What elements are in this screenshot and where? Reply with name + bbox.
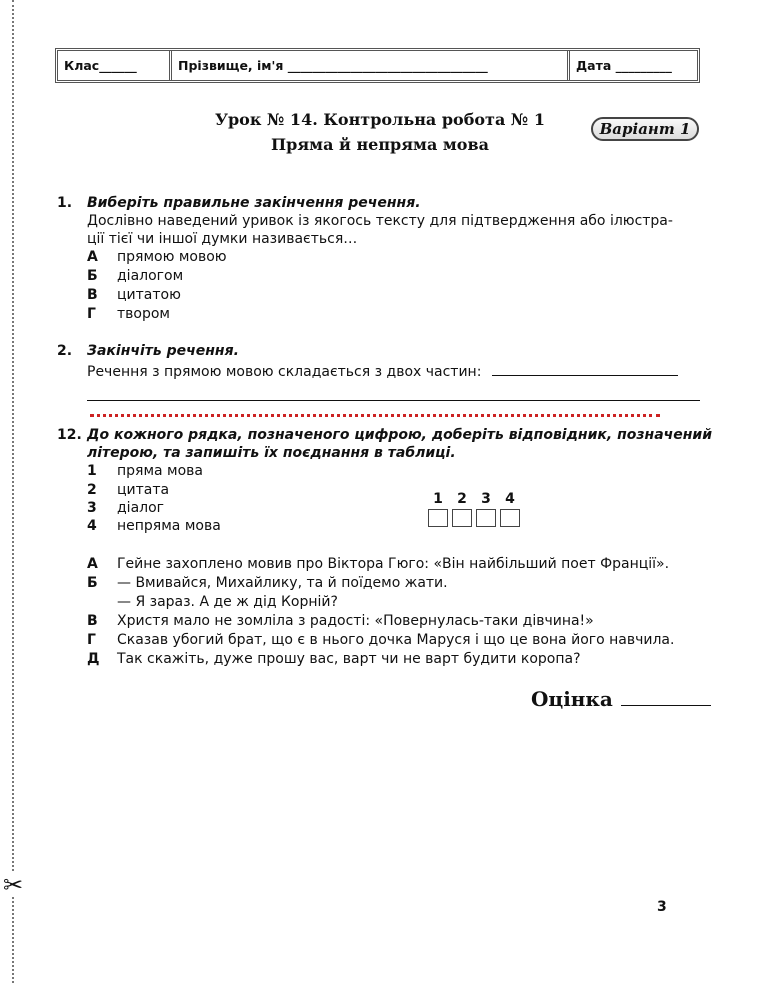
option-text[interactable]: прямою мовою: [117, 249, 227, 265]
answer-letter: В: [87, 613, 98, 629]
answer-letter: Д: [87, 651, 100, 667]
answer-text: Так скажіть, дуже прошу вас, варт чи не варт будити коропа?: [117, 651, 581, 667]
answer-grid-header: 3: [481, 491, 491, 507]
answer-letter: Б: [87, 575, 98, 591]
lesson-subtitle: Пряма й непряма мова: [271, 135, 489, 154]
answer-text: Христя мало не зомліла з радості: «Повернулась-таки дівчина!»: [117, 613, 594, 629]
question-12-number: 12.: [57, 427, 82, 443]
item-text: діалог: [117, 500, 165, 516]
answer-text: — Вмивайся, Михайлику, та й поїдемо жати.: [117, 575, 448, 591]
answer-text: — Я зараз. А де ж дід Корній?: [117, 594, 338, 610]
answer-box-4[interactable]: [500, 509, 520, 527]
item-number: 4: [87, 518, 97, 534]
name-field[interactable]: Прізвище, ім'я ________________________________: [172, 51, 570, 80]
answer-letter: Г: [87, 632, 96, 648]
question-1-text: Дослівно наведений уривок із якогось тексту для підтвердження або ілюстра-: [87, 213, 673, 229]
answer-box-2[interactable]: [452, 509, 472, 527]
question-12-instruction: літерою, та запишіть їх поєднання в таблиці.: [87, 445, 456, 461]
question-1-text: ції тієї чи іншої думки називається…: [87, 231, 358, 247]
question-1-number: 1.: [57, 195, 73, 211]
item-number: 3: [87, 500, 97, 516]
question-2-number: 2.: [57, 343, 73, 359]
question-2-answer-line[interactable]: [492, 361, 678, 376]
answer-grid-header: 2: [457, 491, 467, 507]
question-2-text: [87, 361, 678, 381]
variant-badge: Варіант 1: [591, 117, 699, 141]
student-info-table: [55, 48, 700, 83]
class-field[interactable]: Клас______: [58, 51, 172, 80]
score-input-line[interactable]: [621, 687, 711, 706]
answer-grid-header: 4: [505, 491, 515, 507]
item-text: непряма мова: [117, 518, 221, 534]
question-1-instruction: Виберіть правильне закінчення речення.: [87, 195, 421, 211]
page-number: 3: [657, 899, 667, 915]
scissors-icon: ✂: [3, 871, 24, 899]
score-label: Оцінка: [531, 687, 613, 711]
option-letter: Б: [87, 268, 98, 284]
answer-letter: А: [87, 556, 98, 572]
option-text[interactable]: твором: [117, 306, 170, 322]
lesson-title: Урок № 14. Контрольна робота № 1: [215, 110, 545, 129]
answer-box-1[interactable]: [428, 509, 448, 527]
question-2-instruction: Закінчіть речення.: [87, 343, 239, 359]
answer-text: Гейне захоплено мовив про Віктора Гюго: «Він найбільший поет Франції».: [117, 556, 670, 572]
item-number: 1: [87, 463, 97, 479]
item-number: 2: [87, 482, 97, 498]
question-2-answer-line-full[interactable]: [87, 400, 700, 401]
option-text[interactable]: діалогом: [117, 268, 184, 284]
item-text: пряма мова: [117, 463, 204, 479]
option-letter: А: [87, 249, 98, 265]
option-letter: В: [87, 287, 98, 303]
answer-text: Сказав убогий брат, що є в нього дочка Маруся і що це вона його навчила.: [117, 632, 675, 648]
date-field[interactable]: Дата _________: [576, 58, 672, 73]
option-letter: Г: [87, 306, 96, 322]
score-field: [531, 687, 711, 711]
question-2-sentence: Речення з прямою мовою складається з двох частин:: [87, 364, 482, 380]
answer-box-3[interactable]: [476, 509, 496, 527]
item-text: цитата: [117, 482, 170, 498]
question-12-instruction: До кожного рядка, позначеного цифрою, доберіть відповідник, позначений: [87, 427, 713, 443]
cut-line: [12, 0, 14, 983]
section-divider: [90, 414, 660, 417]
option-text[interactable]: цитатою: [117, 287, 181, 303]
answer-grid-header: 1: [433, 491, 443, 507]
